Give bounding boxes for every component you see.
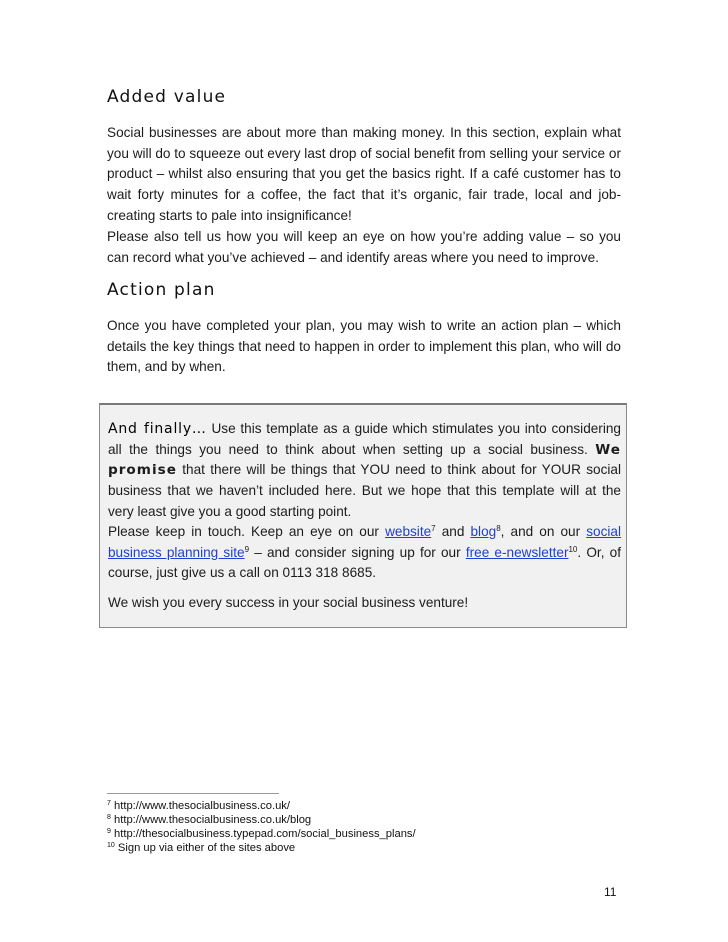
- footnote-separator: [107, 793, 279, 794]
- signing-up-text: – and consider signing up for our: [249, 544, 466, 560]
- and-text: and: [435, 524, 471, 539]
- footnote: [107, 841, 295, 855]
- footnote: [107, 799, 290, 813]
- callout-text-a: Use this template as a guide which stimulates you into considering all the things you need to think about when setting up a social business.: [108, 421, 621, 457]
- footnote-number: 7: [107, 800, 111, 807]
- footnote-text: http://thesocialbusiness.typepad.com/social_business_plans/: [110, 828, 416, 840]
- callout-paragraph-3: We wish you every success in your social business venture!: [108, 595, 469, 610]
- footnote-number: 9: [107, 828, 111, 835]
- footnote-ref-10: 10: [568, 544, 578, 554]
- footnote-number: 8: [107, 814, 111, 821]
- footnote: [107, 813, 311, 827]
- added-value-heading: Added value: [107, 87, 227, 107]
- call-us-text: . Or, of course, just give us a call on 0113 318 8685.: [108, 544, 621, 581]
- newsletter-link[interactable]: free e-newsletter: [465, 544, 569, 560]
- footnote: [107, 827, 416, 841]
- footnote-text: http://www.thesocialbusiness.co.uk/: [110, 800, 290, 812]
- footnote-ref-7: 7: [431, 524, 436, 533]
- footnote-ref-9: 9: [244, 544, 250, 554]
- social-business-planning-site-link[interactable]: social business planning site: [108, 524, 622, 560]
- blog-link[interactable]: blog: [470, 524, 497, 539]
- action-plan-paragraph: Once you have completed your plan, you may wish to write an action plan – which details the key things that need to happen in order to implement this plan, who will do them, and by when.: [107, 318, 621, 375]
- footnote-text: http://www.thesocialbusiness.co.uk/blog: [110, 814, 312, 826]
- page-number: 11: [604, 885, 617, 899]
- callout-paragraph-1: [108, 419, 621, 523]
- callout-text-b: that there will be things that YOU need to think about for YOUR social business that we haven’t included here. But we hope that this template will at the very least give you a good starting point.: [108, 462, 621, 519]
- footnote-ref-8: 8: [496, 524, 501, 533]
- callout-paragraph-2: [108, 522, 621, 584]
- keep-in-touch-text: Please keep in touch. Keep an eye on our: [108, 524, 386, 539]
- callout-lead: And finally…: [108, 421, 207, 437]
- and-finally-callout-box: [99, 403, 627, 628]
- added-value-paragraph-2: Please also tell us how you will keep an eye on how you’re adding value – so you can record what you’ve achieved – and identify areas where you need to improve.: [107, 229, 621, 265]
- added-value-paragraph-1: Social businesses are about more than making money. In this section, explain what you will do to squeeze out every last drop of social benefit from selling your service or product – whilst also ensuring that you get the basics right. If a café customer has to wait forty minutes for a coffee, the fact that it’s organic, fair trade, local and job-creating starts to pale into insignificance!: [107, 125, 621, 223]
- we-promise-text: We promise: [108, 441, 621, 479]
- and-on-our-text: , and on our: [500, 524, 587, 539]
- action-plan-heading: Action plan: [107, 280, 216, 300]
- footnote-number: 10: [107, 842, 115, 849]
- website-link[interactable]: website: [385, 524, 432, 539]
- footnote-text: Sign up via either of the sites above: [114, 842, 296, 854]
